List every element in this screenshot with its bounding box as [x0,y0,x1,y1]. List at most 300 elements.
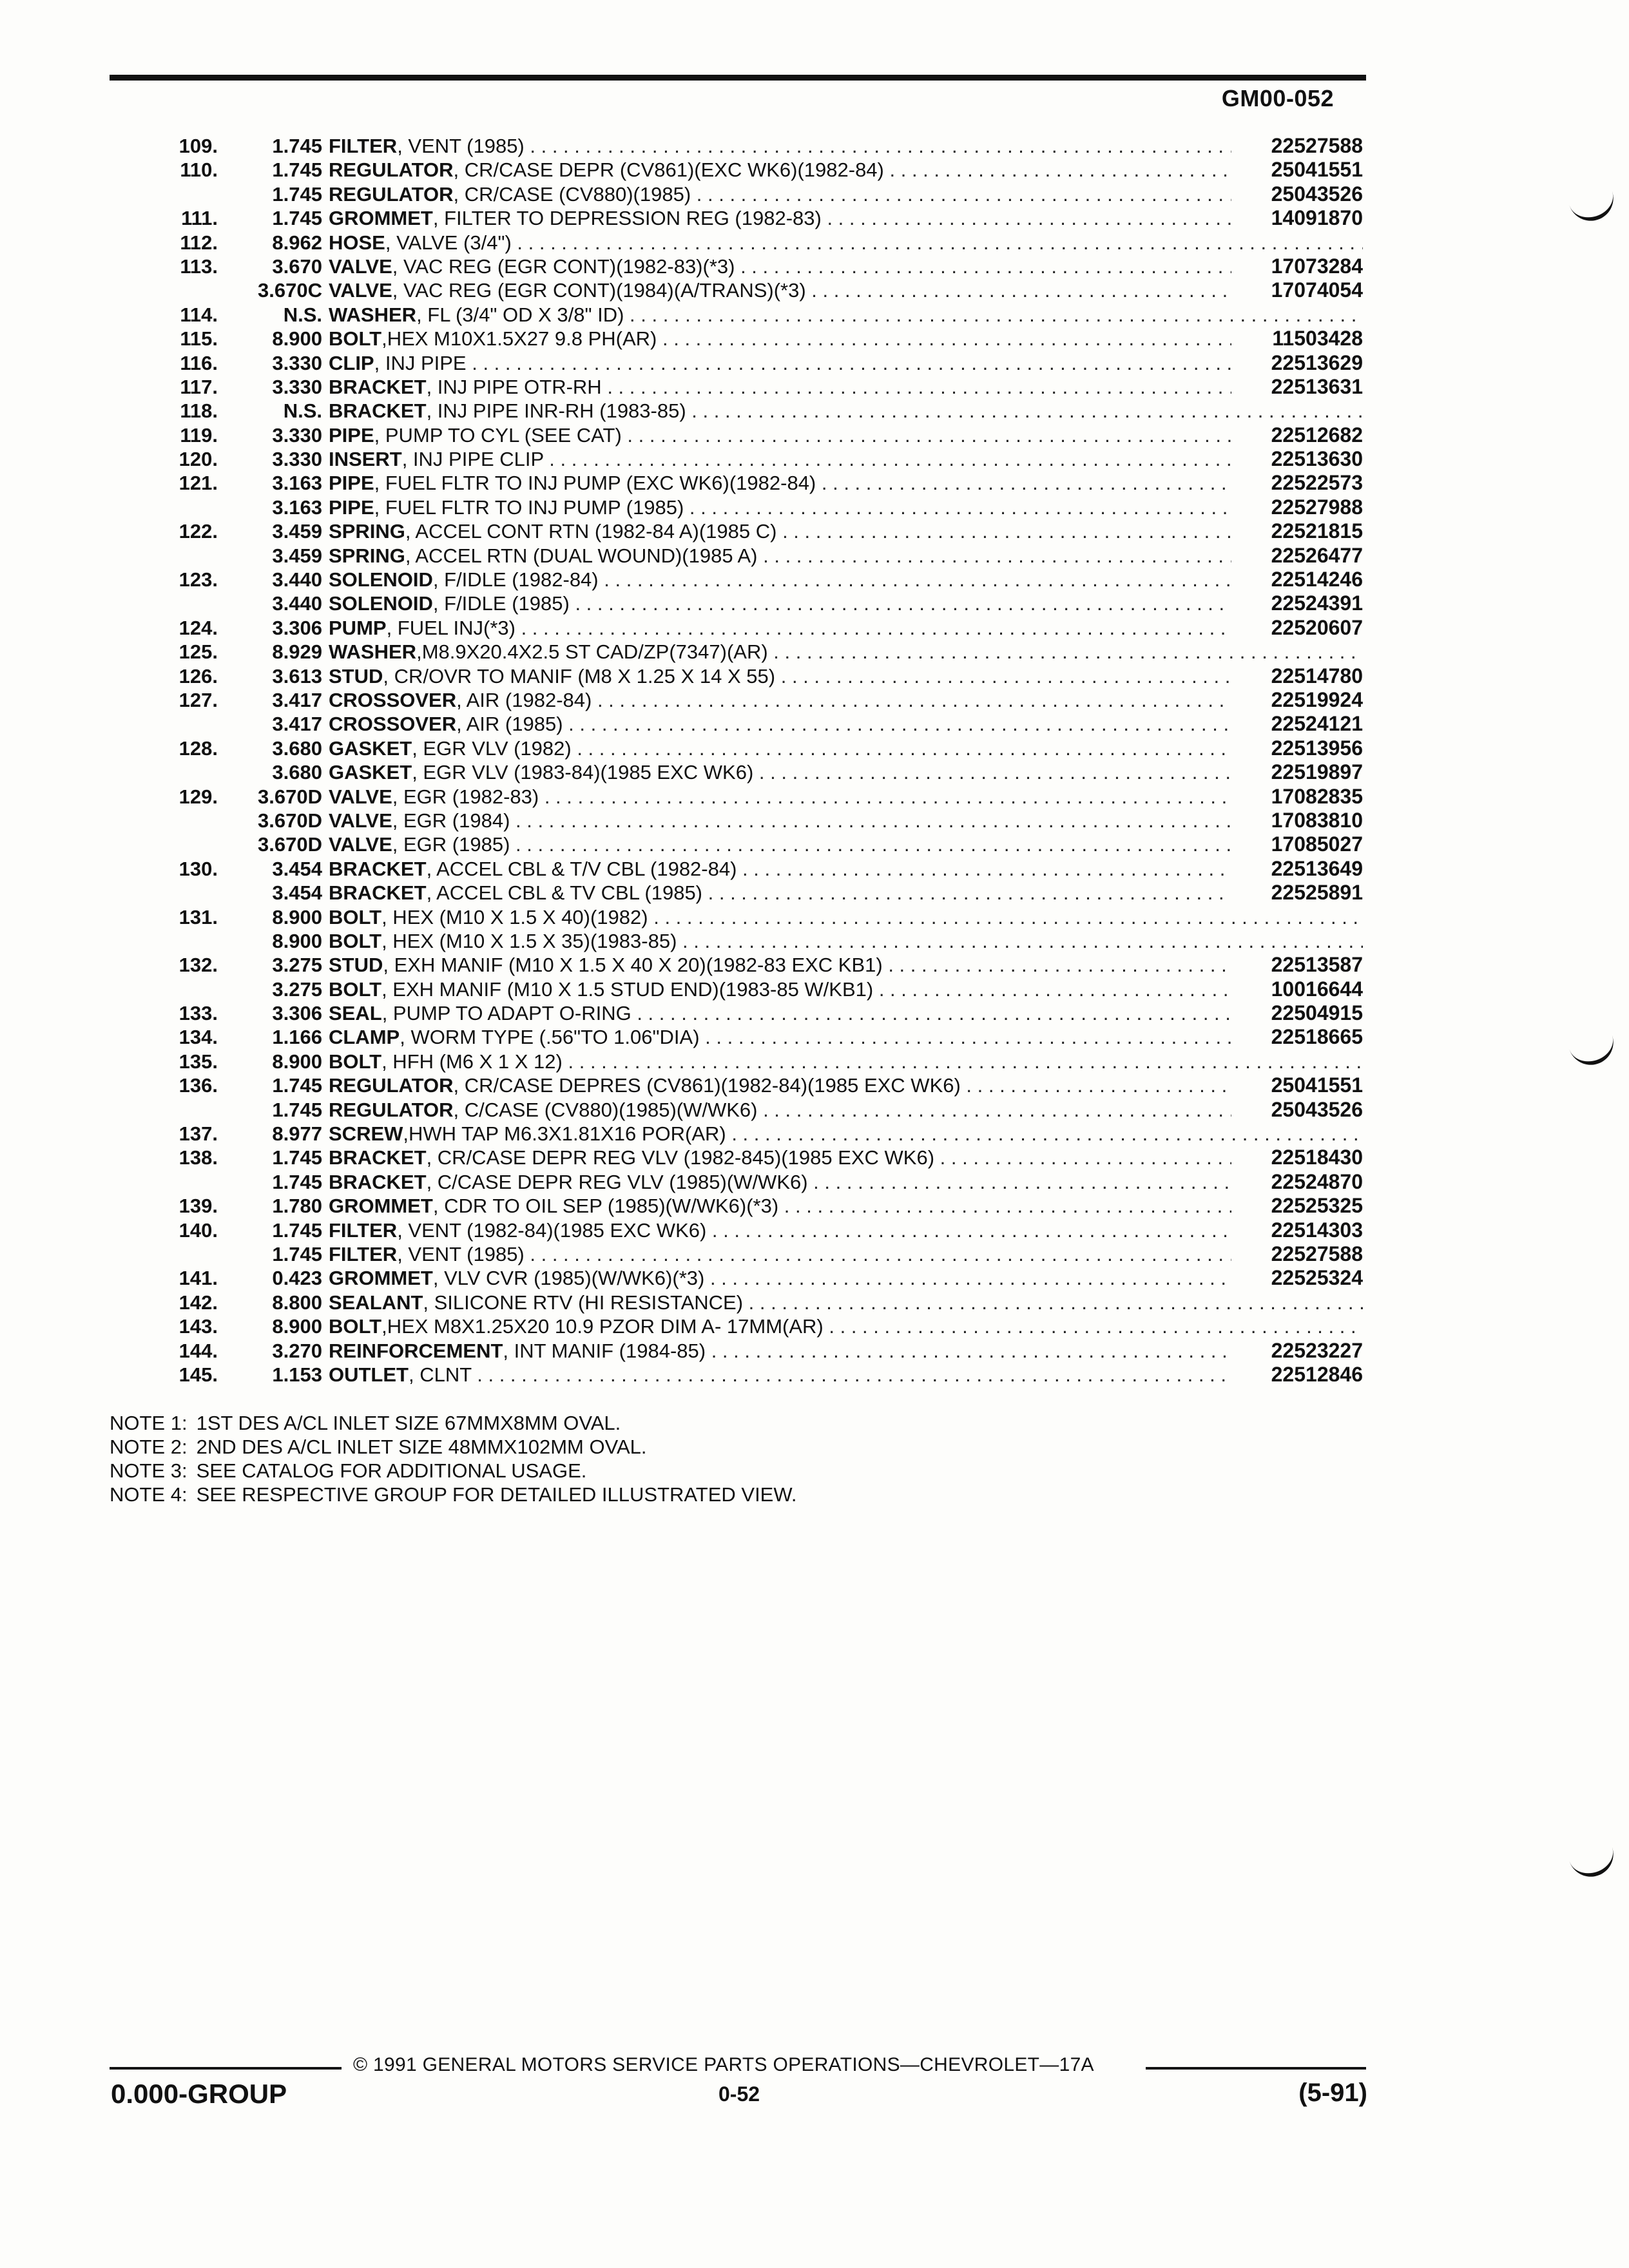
part-name: PIPE [329,472,374,495]
part-name: PUMP [329,616,387,639]
group-number: N.S. [283,399,322,423]
note-label: NOTE 1: [110,1412,188,1434]
table-row [110,616,1363,640]
part-name: GROMMET [329,1267,433,1290]
part-spec: , C/CASE DEPR REG VLV (1985)(W/WK6) [426,1170,808,1193]
table-row [110,809,1363,832]
part-name: REGULATOR [329,1098,454,1121]
part-description [329,977,1363,1001]
copyright-line: © 1991 GENERAL MOTORS SERVICE PARTS OPERATIONS—CHEVROLET—17A [353,2054,1094,2075]
part-number: 17082835 [1231,785,1363,809]
part-spec: , CR/OVR TO MANIF (M8 X 1.25 X 14 X 55) [383,664,776,687]
table-row [110,231,1363,255]
part-number: 22527988 [1231,495,1363,519]
item-number: 139. [178,1195,218,1218]
group-number: 3.275 [272,954,322,977]
part-spec: , ACCEL CBL & T/V CBL (1982-84) [426,857,737,880]
table-row [110,1146,1363,1169]
part-name: PIPE [329,495,374,519]
table-row [110,1050,1363,1073]
part-description [329,857,1363,881]
part-number: 22518665 [1231,1025,1363,1049]
group-number: 1.745 [272,182,322,206]
part-number: 22513631 [1231,375,1363,399]
part-number: 22512846 [1231,1363,1363,1387]
page-number: 0-52 [718,2082,760,2106]
item-number: 131. [178,905,218,928]
part-number: 22513587 [1231,953,1363,977]
revision-date: (5-91) [1298,2079,1367,2107]
note-label: NOTE 4: [110,1483,188,1506]
part-spec: , CDR TO OIL SEP (1985)(W/WK6)(*3) [432,1195,779,1218]
table-row [110,640,1363,664]
part-number: 11503428 [1231,327,1363,351]
part-description [329,303,1363,327]
item-number: 137. [178,1122,218,1146]
item-number: 111. [181,207,218,230]
part-spec: , FUEL FLTR TO INJ PUMP (EXC WK6)(1982-84) [374,472,816,495]
part-number: 25041551 [1231,1073,1363,1097]
table-row [110,182,1363,206]
part-spec: ,HEX M8X1.25X20 10.9 PZOR DIM A- 17MM(AR) [381,1315,824,1338]
item-number: 121. [178,472,218,495]
table-row [110,977,1363,1001]
group-number: 8.900 [272,1315,322,1338]
part-number: 10016644 [1231,977,1363,1001]
table-row [110,1291,1363,1314]
part-description [329,591,1363,615]
part-description [329,1291,1363,1314]
table-row [110,399,1363,423]
part-description [329,1218,1363,1242]
part-number: 25043526 [1231,182,1363,206]
part-spec: , VENT (1985) [397,1242,525,1265]
footer-rule-right [1146,2067,1366,2070]
part-description [329,471,1363,495]
part-name: BOLT [329,929,382,952]
group-number: 3.330 [272,375,322,398]
group-number: 3.330 [272,448,322,471]
parts-list [110,134,1363,1387]
part-name: BOLT [329,977,382,1001]
part-description [329,640,1363,664]
group-number: 3.670C [258,279,322,302]
part-description [329,447,1363,471]
part-number: 25043526 [1231,1098,1363,1122]
part-number: 22526477 [1231,544,1363,568]
part-number: 22512682 [1231,423,1363,447]
part-description [329,712,1363,736]
part-spec: , EXH MANIF (M10 X 1.5 STUD END)(1983-85 W/KB1) [381,977,874,1001]
part-spec: , ACCEL RTN (DUAL WOUND)(1985 A) [405,544,758,567]
group-number: 3.459 [272,520,322,543]
part-name: VALVE [329,255,392,278]
note-text: SEE RESPECTIVE GROUP FOR DETAILED ILLUSTRATED VIEW. [196,1483,797,1506]
part-description [329,809,1363,832]
group-number: 1.745 [272,135,322,157]
group-number: 1.745 [272,1074,322,1097]
item-number: 117. [180,375,218,398]
part-number: 22525324 [1231,1266,1363,1290]
group-number: 8.900 [272,905,322,928]
part-number: 22519924 [1231,688,1363,712]
table-row [110,471,1363,495]
table-row [110,1363,1363,1387]
group-number: 1.153 [272,1363,322,1386]
part-name: STUD [329,954,383,977]
part-description [329,327,1363,351]
part-description [329,736,1363,760]
group-number: 3.680 [272,761,322,784]
group-number: 1.745 [272,1242,322,1265]
item-number: 113. [180,255,218,278]
table-row [110,1001,1363,1025]
table-row [110,255,1363,278]
part-name: FILTER [329,135,398,157]
part-number: 22524121 [1231,712,1363,736]
part-name: SEAL [329,1002,382,1025]
binder-punch-mark [1568,1843,1619,1883]
document-code: GM00-052 [1221,85,1334,111]
part-number: 22524870 [1231,1170,1363,1194]
part-name: GROMMET [329,1195,433,1218]
part-spec: , FUEL INJ(*3) [386,616,516,639]
group-number: 3.680 [272,736,322,760]
part-spec: , VENT (1982-84)(1985 EXC WK6) [397,1218,707,1242]
footer-rule-left [110,2067,342,2070]
part-description [329,568,1363,591]
part-number: 22518430 [1231,1146,1363,1169]
group-number: 3.306 [272,1002,322,1025]
part-spec: , ACCEL CBL & TV CBL (1985) [426,881,703,905]
part-description [329,929,1363,953]
table-row [110,1122,1363,1146]
note-label: NOTE 2: [110,1436,188,1458]
part-spec: , INT MANIF (1984-85) [503,1339,706,1362]
part-name: BRACKET [329,375,427,398]
group-number: 8.977 [272,1122,322,1146]
part-number: 22519897 [1231,760,1363,784]
part-description [329,1001,1363,1025]
part-name: WASHER [329,640,417,664]
part-description [329,1194,1363,1218]
part-name: GROMMET [329,207,433,230]
part-spec: , VAC REG (EGR CONT)(1984)(A/TRANS)(*3) [392,279,806,302]
part-number: 22514303 [1231,1218,1363,1242]
part-spec: , INJ PIPE CLIP [401,448,544,471]
note-text: 2ND DES A/CL INLET SIZE 48MMX102MM OVAL. [196,1436,647,1458]
part-number: 25041551 [1231,158,1363,182]
group-label: 0.000-GROUP [111,2079,287,2109]
item-number: 119. [180,423,218,447]
part-spec: , PUMP TO CYL (SEE CAT) [374,423,622,447]
item-number: 138. [178,1146,218,1169]
item-number: 143. [178,1315,218,1338]
part-name: VALVE [329,785,392,808]
item-number: 123. [178,568,218,591]
part-spec: , F/IDLE (1982-84) [432,568,599,591]
item-number: 128. [178,736,218,760]
part-name: CROSSOVER [329,688,457,711]
part-description [329,351,1363,375]
part-name: WASHER [329,303,417,326]
part-description [329,1242,1363,1266]
item-number: 127. [178,688,218,711]
group-number: 0.423 [272,1267,322,1290]
group-number: 3.417 [272,688,322,711]
notes [110,1411,806,1506]
part-name: STUD [329,664,383,687]
part-spec: , ACCEL CONT RTN (1982-84 A)(1985 C) [405,520,777,543]
part-spec: , WORM TYPE (.56"TO 1.06"DIA) [400,1026,700,1049]
group-number: 3.163 [272,472,322,495]
part-spec: , SILICONE RTV (HI RESISTANCE) [423,1291,744,1314]
part-description [329,1363,1363,1387]
part-name: CLAMP [329,1026,400,1049]
part-number: 22525325 [1231,1194,1363,1218]
part-number: 22513629 [1231,351,1363,375]
part-name: CLIP [329,351,374,374]
part-name: PIPE [329,423,374,447]
part-description [329,664,1363,688]
part-number: 17085027 [1231,832,1363,856]
table-row [110,929,1363,953]
part-number: 22524391 [1231,591,1363,615]
part-spec: , C/CASE (CV880)(1985)(W/WK6) [453,1098,758,1121]
part-spec: , PUMP TO ADAPT O-RING [381,1002,631,1025]
item-number: 110. [180,159,218,182]
item-number: 140. [178,1218,218,1242]
part-description [329,760,1363,784]
item-number: 132. [178,954,218,977]
group-number: 8.900 [272,1050,322,1073]
part-spec: , HFH (M6 X 1 X 12) [381,1050,563,1073]
item-number: 136. [178,1074,218,1097]
group-number: N.S. [283,303,322,326]
table-row [110,519,1363,543]
table-row [110,1266,1363,1290]
item-number: 145. [178,1363,218,1386]
group-number: 3.306 [272,616,322,639]
part-name: BRACKET [329,857,427,880]
part-description [329,158,1363,182]
item-number: 134. [178,1026,218,1049]
part-spec: , INJ PIPE OTR-RH [426,375,602,398]
table-row [110,158,1363,182]
item-number: 115. [180,327,218,351]
group-number: 3.440 [272,568,322,591]
part-description [329,231,1363,255]
part-description [329,1073,1363,1097]
part-name: REGULATOR [329,159,454,182]
binder-punch-mark [1568,1031,1619,1071]
note [110,1411,806,1435]
note [110,1483,806,1506]
part-name: BRACKET [329,399,427,423]
item-number: 130. [178,857,218,880]
part-number: 17073284 [1231,255,1363,278]
part-description [329,1266,1363,1290]
part-spec: ,HEX M10X1.5X27 9.8 PH(AR) [381,327,657,351]
part-description [329,1339,1363,1363]
part-number: 22521815 [1231,519,1363,543]
part-name: INSERT [329,448,402,471]
part-spec: , EGR (1982-83) [392,785,539,808]
part-spec: , AIR (1985) [456,713,563,736]
item-number: 141. [178,1267,218,1290]
table-row [110,1218,1363,1242]
part-number: 22520607 [1231,616,1363,640]
part-description [329,1170,1363,1194]
table-row [110,447,1363,471]
part-name: HOSE [329,231,385,254]
part-number: 22522573 [1231,471,1363,495]
part-description [329,255,1363,278]
item-number: 125. [178,640,218,664]
group-number: 3.670 [272,255,322,278]
item-number: 109. [178,135,218,157]
table-row [110,1339,1363,1363]
part-description [329,495,1363,519]
part-description [329,688,1363,712]
note-label: NOTE 3: [110,1459,188,1482]
table-row [110,832,1363,856]
part-name: VALVE [329,833,392,856]
table-row [110,351,1363,375]
part-number: 22514780 [1231,664,1363,688]
part-spec: , FILTER TO DEPRESSION REG (1982-83) [432,207,822,230]
group-number: 3.454 [272,881,322,905]
group-number: 3.163 [272,495,322,519]
table-row [110,1025,1363,1049]
part-number: 22513630 [1231,447,1363,471]
part-number: 17074054 [1231,278,1363,302]
group-number: 8.900 [272,327,322,351]
group-number: 3.440 [272,592,322,615]
table-row [110,568,1363,591]
item-number: 142. [178,1291,218,1314]
table-row [110,760,1363,784]
item-number: 116. [180,351,218,374]
part-name: FILTER [329,1218,398,1242]
part-name: GASKET [329,761,412,784]
part-name: BRACKET [329,881,427,905]
group-number: 3.454 [272,857,322,880]
part-name: SEALANT [329,1291,423,1314]
part-number: 17083810 [1231,809,1363,832]
part-description [329,1122,1363,1146]
item-number: 124. [178,616,218,639]
table-row [110,591,1363,615]
item-number: 122. [178,520,218,543]
part-spec: , CR/CASE DEPRES (CV861)(1982-84)(1985 EXC WK6) [453,1074,961,1097]
part-spec: ,M8.9X20.4X2.5 ST CAD/ZP(7347)(AR) [416,640,768,664]
group-number: 1.745 [272,159,322,182]
item-number: 126. [178,664,218,687]
part-name: SCREW [329,1122,403,1146]
item-number: 118. [180,399,218,423]
part-spec: , INJ PIPE INR-RH (1983-85) [426,399,686,423]
part-description [329,1314,1363,1338]
item-number: 112. [180,231,218,254]
part-name: CROSSOVER [329,713,457,736]
group-number: 1.745 [272,207,322,230]
part-spec: , HEX (M10 X 1.5 X 35)(1983-85) [381,929,677,952]
part-spec: , VENT (1985) [397,135,525,157]
part-description [329,1098,1363,1122]
part-number: 14091870 [1231,206,1363,230]
part-description [329,519,1363,543]
part-description [329,544,1363,568]
part-description [329,278,1363,302]
table-row [110,1073,1363,1097]
part-spec: , F/IDLE (1985) [432,592,570,615]
part-spec: , FL (3/4" OD X 3/8" ID) [416,303,624,326]
table-row [110,712,1363,736]
part-spec: , CR/CASE (CV880)(1985) [453,182,691,206]
group-number: 1.745 [272,1170,322,1193]
item-number: 129. [178,785,218,808]
group-number: 8.900 [272,929,322,952]
part-name: SPRING [329,544,405,567]
table-row [110,303,1363,327]
group-number: 3.275 [272,977,322,1001]
part-description [329,375,1363,399]
part-spec: , INJ PIPE [374,351,467,374]
part-description [329,616,1363,640]
table-row [110,278,1363,302]
item-number: 120. [178,448,218,471]
part-description [329,881,1363,905]
group-number: 1.745 [272,1098,322,1121]
group-number: 1.166 [272,1026,322,1049]
part-description [329,399,1363,423]
table-row [110,905,1363,929]
part-description [329,1025,1363,1049]
part-spec: , CR/CASE DEPR (CV861)(EXC WK6)(1982-84) [453,159,884,182]
part-name: REINFORCEMENT [329,1339,503,1362]
part-spec: , VLV CVR (1985)(W/WK6)(*3) [432,1267,705,1290]
group-number: 3.613 [272,664,322,687]
table-row [110,206,1363,230]
note-text: SEE CATALOG FOR ADDITIONAL USAGE. [196,1459,587,1482]
part-spec: , VAC REG (EGR CONT)(1982-83)(*3) [392,255,735,278]
part-name: REGULATOR [329,1074,454,1097]
part-description [329,206,1363,230]
group-number: 3.459 [272,544,322,567]
group-number: 1.745 [272,1218,322,1242]
table-row [110,736,1363,760]
table-row [110,857,1363,881]
part-number: 22525891 [1231,881,1363,905]
group-number: 1.745 [272,1146,322,1169]
part-name: REGULATOR [329,182,454,206]
group-number: 3.330 [272,351,322,374]
binder-punch-mark [1568,187,1619,227]
part-name: BOLT [329,1315,382,1338]
part-spec: , EGR VLV (1982) [412,736,572,760]
part-spec: , EGR (1984) [392,809,510,832]
part-spec: , AIR (1982-84) [456,688,592,711]
table-row [110,327,1363,351]
part-number: 22527588 [1231,1242,1363,1266]
note-text: 1ST DES A/CL INLET SIZE 67MMX8MM OVAL. [196,1412,621,1434]
part-name: BOLT [329,905,382,928]
part-spec: , CR/CASE DEPR REG VLV (1982-845)(1985 EXC WK6) [426,1146,935,1169]
table-row [110,1242,1363,1266]
note [110,1459,806,1483]
part-description [329,905,1363,929]
